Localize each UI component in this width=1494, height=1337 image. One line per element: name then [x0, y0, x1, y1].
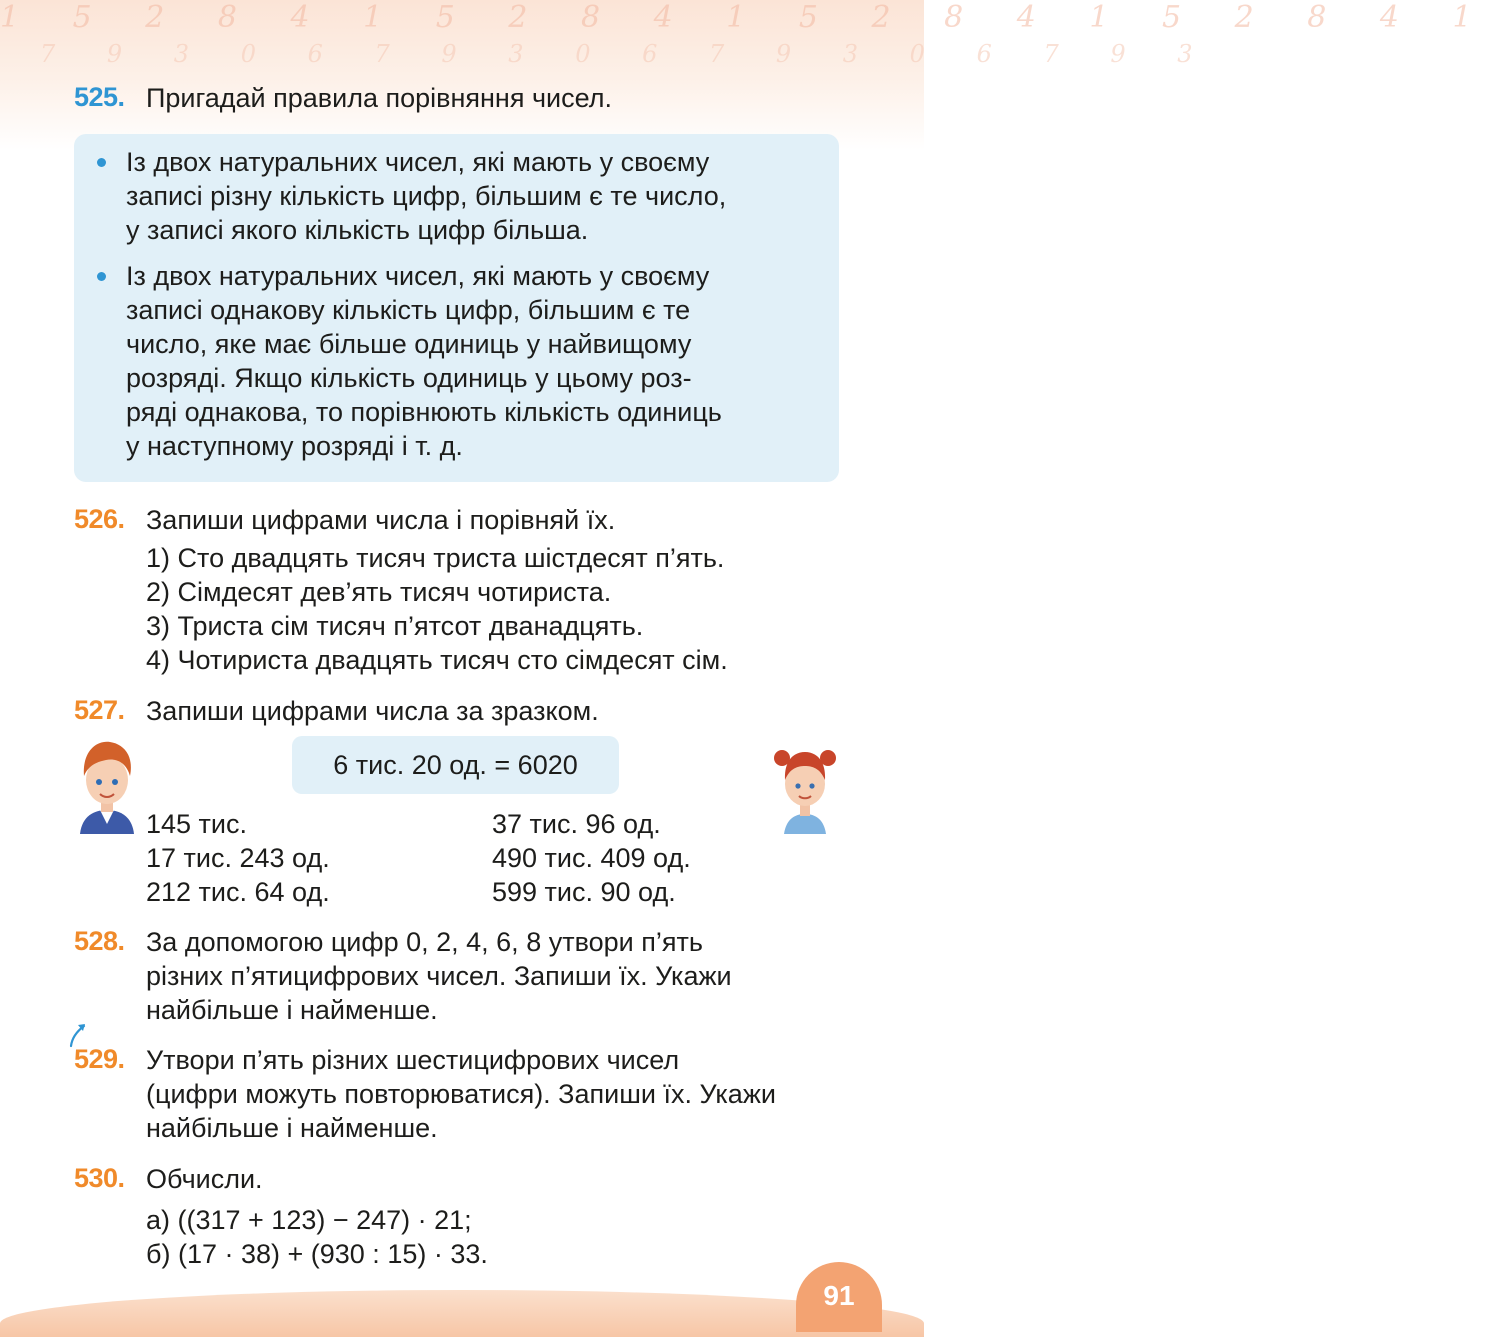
task-529-text: [146, 1043, 838, 1145]
task-530-title: Обчисли.: [146, 1164, 263, 1194]
bottom-decoration: [0, 1290, 924, 1337]
task-527-left-item: 212 тис. 64 од.: [146, 877, 330, 907]
task-530-item: а) ((317 + 123) − 247) · 21;: [146, 1205, 472, 1235]
bullet-dot-1: [97, 158, 106, 167]
page-number: 91: [823, 1280, 855, 1311]
task-527-right-item: 490 тис. 409 од.: [492, 843, 691, 873]
task-527-left-item: 145 тис.: [146, 809, 247, 839]
task-number-526: 526.: [74, 504, 125, 534]
rule-2-line: у наступному розряді і т. д.: [126, 431, 463, 461]
sample-example: 6 тис. 20 од. = 6020: [292, 736, 619, 794]
rule-2-line: ряді однакова, то порівнюють кількість одиниць: [126, 397, 722, 427]
task-number-525: 525.: [74, 82, 125, 112]
task-529-line: найбільше і найменше.: [146, 1113, 438, 1143]
task-525-title: Пригадай правила порівняння чисел.: [146, 83, 612, 113]
task-number-527: 527.: [74, 695, 125, 725]
task-number-528: 528.: [74, 926, 125, 956]
task-530-item: б) (17 · 38) + (930 : 15) · 33.: [146, 1239, 488, 1269]
rule-1-line: у записі якого кількість цифр більша.: [126, 215, 589, 245]
task-527-right-item: 599 тис. 90 од.: [492, 877, 676, 907]
task-number-529: 529.: [74, 1044, 125, 1074]
rule-1-line: записі різну кількість цифр, більшим є те число,: [126, 181, 727, 211]
task-526-title: Запиши цифрами числа і порівняй їх.: [146, 505, 616, 535]
rule-2: [126, 259, 818, 463]
decorative-digits-pattern: 1 5 2 8 4 1 5 2 8 4 1 5 2 8 4 1 5 2 8 4 1 7 9 3 0 6 7 9 3 0 6 7 9 3 0 6 7 9 3: [0, 0, 1494, 68]
task-528-line: За допомогою цифр 0, 2, 4, 6, 8 утвори п’ять: [146, 927, 703, 957]
task-527-left-item: 17 тис. 243 од.: [146, 843, 330, 873]
rule-2-line: розряді. Якщо кількість одиниць у цьому роз-: [126, 363, 692, 393]
task-526-item: 2) Сімдесят дев’ять тисяч чотириста.: [146, 577, 612, 607]
bullet-dot-2: [97, 272, 106, 281]
task-528-text: [146, 925, 838, 1027]
task-528-line: найбільше і найменше.: [146, 995, 438, 1025]
boy-avatar-icon: [76, 738, 138, 834]
rule-2-line: записі однакову кількість цифр, більшим є те: [126, 295, 691, 325]
task-526-item: 3) Триста сім тисяч п’ятсот дванадцять.: [146, 611, 644, 641]
task-527-title: Запиши цифрами числа за зразком.: [146, 696, 599, 726]
task-number-530: 530.: [74, 1163, 125, 1193]
task-527-right-item: 37 тис. 96 од.: [492, 809, 661, 839]
task-526-item: 4) Чотириста двадцять тисяч сто сімдесят сім.: [146, 645, 728, 675]
girl-avatar-icon: [772, 740, 838, 834]
rule-1: [126, 145, 818, 247]
task-529-line: Утвори п’ять різних шестицифрових чисел: [146, 1045, 680, 1075]
rule-2-line: число, яке має більше одиниць у найвищому: [126, 329, 692, 359]
task-528-line: різних п’ятицифрових чисел. Запиши їх. Укажи: [146, 961, 732, 991]
task-526-item: 1) Сто двадцять тисяч триста шістдесят п’ять.: [146, 543, 725, 573]
rule-1-line: Із двох натуральних чисел, які мають у своєму: [126, 147, 710, 177]
task-529-line: (цифри можуть повторюватися). Запиши їх. Укажи: [146, 1079, 776, 1109]
rule-2-line: Із двох натуральних чисел, які мають у своєму: [126, 261, 710, 291]
